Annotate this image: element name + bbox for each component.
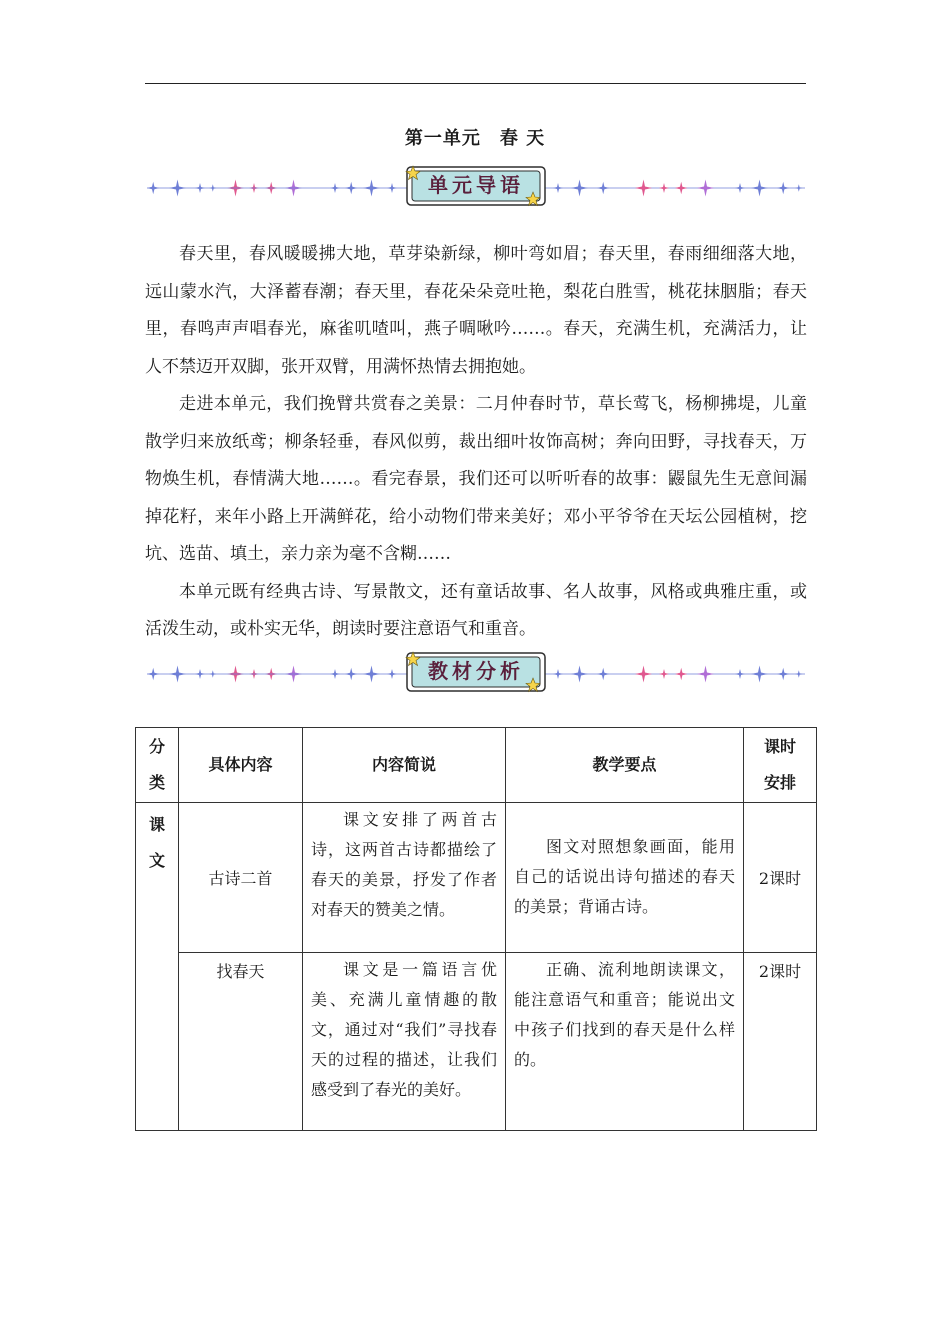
table-header-row bbox=[136, 728, 817, 803]
page-title: 第一单元 春 天 bbox=[404, 128, 546, 149]
summary-cell: 课文是一篇语言优美、充满儿童情趣的散文，通过对“我们”寻找春天的过程的描述，让我们感受到了春光的美好。 bbox=[303, 953, 506, 1131]
intro-paragraph: 春天里，春风暖暖拂大地，草芽染新绿，柳叶弯如眉；春天里，春雨细细落大地，远山蒙水汽，大泽蓄春潮；春天里，春花朵朵竞吐艳，梨花白胜雪，桃花抹胭脂；春天里，春鸣声声唱春光，麻雀叽喳叫，燕子啁啾吟……。春天，充满生机，充满活力，让人不禁迈开双脚，张开双臂，用满怀热情去拥抱她。 bbox=[145, 244, 807, 377]
intro-paragraph: 本单元既有经典古诗、写景散文，还有童话故事、名人故事，风格或典雅庄重，或活泼生动，或朴实无华，朗读时要注意语气和重音。 bbox=[145, 581, 807, 639]
header-hours: 课时安排 bbox=[744, 728, 817, 803]
hours-cell: 2课时 bbox=[744, 953, 817, 1131]
header-rule bbox=[145, 83, 806, 84]
banner-textbook-analysis bbox=[145, 650, 807, 696]
banner-unit-intro bbox=[145, 164, 807, 210]
header-key-points: 教学要点 bbox=[506, 728, 744, 803]
banner-label: 教材分析 bbox=[428, 659, 524, 683]
content-cell: 古诗二首 bbox=[179, 803, 303, 953]
table-row bbox=[136, 953, 817, 1131]
header-category: 分类 bbox=[136, 728, 179, 803]
hours-cell: 2课时 bbox=[744, 803, 817, 953]
key-points-cell: 图文对照想象画面，能用自己的话说出诗句描述的春天的美景；背诵古诗。 bbox=[506, 803, 744, 953]
header-summary: 内容简说 bbox=[303, 728, 506, 803]
content-cell: 找春天 bbox=[179, 953, 303, 1131]
textbook-analysis-table bbox=[135, 727, 817, 1131]
summary-cell: 课文安排了两首古诗，这两首古诗都描绘了春天的美景，抒发了作者对春天的赞美之情。 bbox=[303, 803, 506, 953]
banner-label: 单元导语 bbox=[428, 173, 524, 197]
unit-intro-text bbox=[145, 236, 807, 649]
key-points-cell: 正确、流利地朗读课文，能注意语气和重音；能说出文中孩子们找到的春天是什么样的。 bbox=[506, 953, 744, 1131]
category-cell: 课文 bbox=[136, 803, 179, 1131]
intro-paragraph: 走进本单元，我们挽臂共赏春之美景：二月仲春时节，草长莺飞，杨柳拂堤，儿童散学归来放纸鸢；柳条轻垂，春风似剪，裁出细叶妆饰高树；奔向田野，寻找春天，万物焕生机，春情满大地……。看完春景，我们还可以听听春的故事：鼹鼠先生无意间漏掉花籽，来年小路上开满鲜花，给小动物们带来美好；邓小平爷爷在天坛公园植树，挖坑、选苗、填土，亲力亲为毫不含糊…… bbox=[145, 394, 807, 564]
header-content: 具体内容 bbox=[179, 728, 303, 803]
table-row bbox=[136, 803, 817, 953]
